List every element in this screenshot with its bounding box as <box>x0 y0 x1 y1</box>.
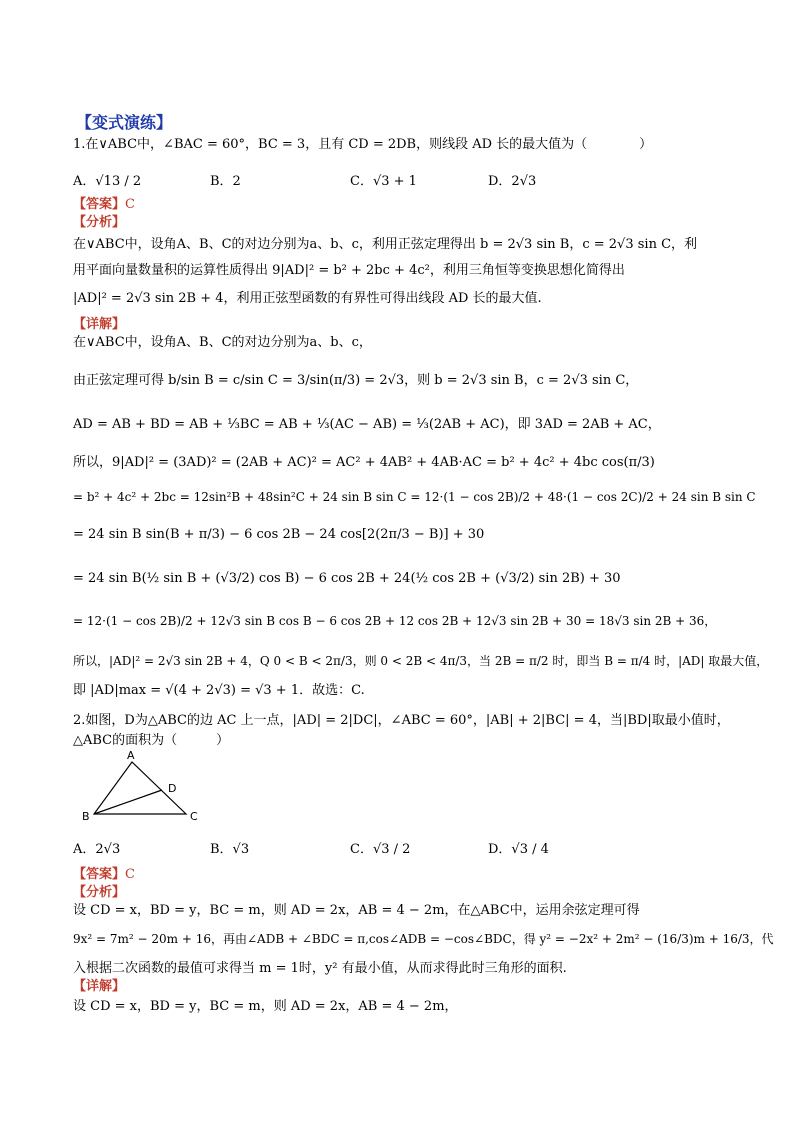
q1-option-d: D．2√3 <box>488 174 537 189</box>
q1-analysis-line: 在∨ABC中，设角A、B、C的对边分别为a、b、c，利用正弦定理得出 b = 2√3 sin B，c = 2√3 sin C，利 <box>73 237 698 252</box>
q1-detail-line: = 24 sin B sin(B + π/3) − 6 cos 2B − 24 cos[2(2π/3 − B)] + 30 <box>73 527 485 542</box>
q1-detail-tag: 【详解】 <box>73 317 126 332</box>
q1-option-c: C．√3 + 1 <box>350 174 417 189</box>
label-c: C <box>190 810 198 823</box>
q2-answer: C <box>125 867 135 882</box>
q1-answer-tag: 【答案】 <box>73 197 126 212</box>
q2-analysis-line: 设 CD = x，BD = y，BC = m，则 AD = 2x，AB = 4 − 2m，在△ABC中，运用余弦定理可得 <box>73 903 640 918</box>
q2-analysis-line: 9x² = 7m² − 20m + 16，再由∠ADB + ∠BDC = π,cos∠ADB = −cos∠BDC，得 y² = −2x² + 2m² − (16/3)m + 16/3，代 <box>73 932 774 946</box>
q1-detail-line: 在∨ABC中，设角A、B、C的对边分别为a、b、c， <box>73 335 372 350</box>
q1-detail-line: 由正弦定理可得 b/sin B = c/sin C = 3/sin(π/3) = 2√3，则 b = 2√3 sin B，c = 2√3 sin C， <box>73 373 639 388</box>
q1-stem: 1.在∨ABC中，∠BAC = 60°，BC = 3，且有 CD = 2DB，则线段 AD 长的最大值为（ ） <box>73 137 653 152</box>
q1-analysis-line: 用平面向量数量积的运算性质得出 9|AD|² = b² + 2bc + 4c²，利用三角恒等变换思想化简得出 <box>73 263 625 278</box>
q2-analysis-line: 入根据二次函数的最值可求得当 m = 1时，y² 有最小值，从而求得此时三角形的面积. <box>73 961 567 976</box>
q1-option-b: B．2 <box>210 174 241 189</box>
label-d: D <box>168 782 177 795</box>
q1-analysis-line: |AD|² = 2√3 sin 2B + 4，利用正弦型函数的有界性可得出线段 AD 长的最大值. <box>73 291 542 306</box>
q1-detail-line: = 24 sin B(½ sin B + (√3/2) cos B) − 6 cos 2B + 24(½ cos 2B + (√3/2) sin 2B) + 30 <box>73 571 621 586</box>
q1-option-a: A．√13 / 2 <box>73 174 142 189</box>
q1-detail-line: = 12·(1 − cos 2B)/2 + 12√3 sin B cos B − 6 cos 2B + 12 cos 2B + 12√3 sin 2B + 30 = 18√3 sin 2B + 36， <box>73 614 717 628</box>
q1-analysis-tag: 【分析】 <box>73 215 126 230</box>
q2-option-d: D．√3 / 4 <box>488 842 549 857</box>
q2-answer-tag: 【答案】 <box>73 867 126 882</box>
q1-detail-line: 即 |AD|max = √(4 + 2√3) = √3 + 1．故选：C. <box>73 683 365 698</box>
label-b: B <box>82 810 90 823</box>
q2-option-b: B．√3 <box>210 842 250 857</box>
q1-answer: C <box>125 197 135 212</box>
label-a: A <box>127 749 135 762</box>
q1-detail-line: 所以，|AD|² = 2√3 sin 2B + 4，Q 0 < B < 2π/3，则 0 < 2B < 4π/3，当 2B = π/2 时，即当 B = π/4 时，|AD| 取最大值， <box>73 654 769 668</box>
q2-option-c: C．√3 / 2 <box>350 842 411 857</box>
segment-bd <box>94 790 162 814</box>
q1-detail-line: AD = AB + BD = AB + ⅓BC = AB + ⅓(AC − AB) = ⅓(2AB + AC)，即 3AD = 2AB + AC， <box>73 417 661 432</box>
q2-detail-tag: 【详解】 <box>73 979 126 994</box>
q2-answer-row <box>73 866 135 884</box>
section-heading: 【变式演练】 <box>76 113 173 132</box>
q2-option-a: A．2√3 <box>73 842 121 857</box>
triangle-figure <box>76 748 216 826</box>
q1-detail-line: = b² + 4c² + 2bc = 12sin²B + 48sin²C + 24 sin B sin C = 12·(1 − cos 2B)/2 + 48·(1 − cos 2C)/2 + 24 sin B sin C <box>73 490 756 504</box>
q2-stem-line: 2.如图，D为△ABC的边 AC 上一点，|AD| = 2|DC|，∠ABC = 60°，|AB| + 2|BC| = 4，当|BD|取最小值时， <box>73 713 730 728</box>
q1-detail-line: 所以，9|AD|² = (3AD)² = (2AB + AC)² = AC² + 4AB² + 4AB·AC = b² + 4c² + 4bc cos(π/3) <box>73 455 655 470</box>
q2-analysis-tag: 【分析】 <box>73 885 126 900</box>
q2-detail-line: 设 CD = x，BD = y，BC = m，则 AD = 2x，AB = 4 − 2m， <box>73 999 458 1014</box>
q2-stem-line: △ABC的面积为（ ） <box>73 733 230 748</box>
q1-answer-row <box>73 196 135 214</box>
